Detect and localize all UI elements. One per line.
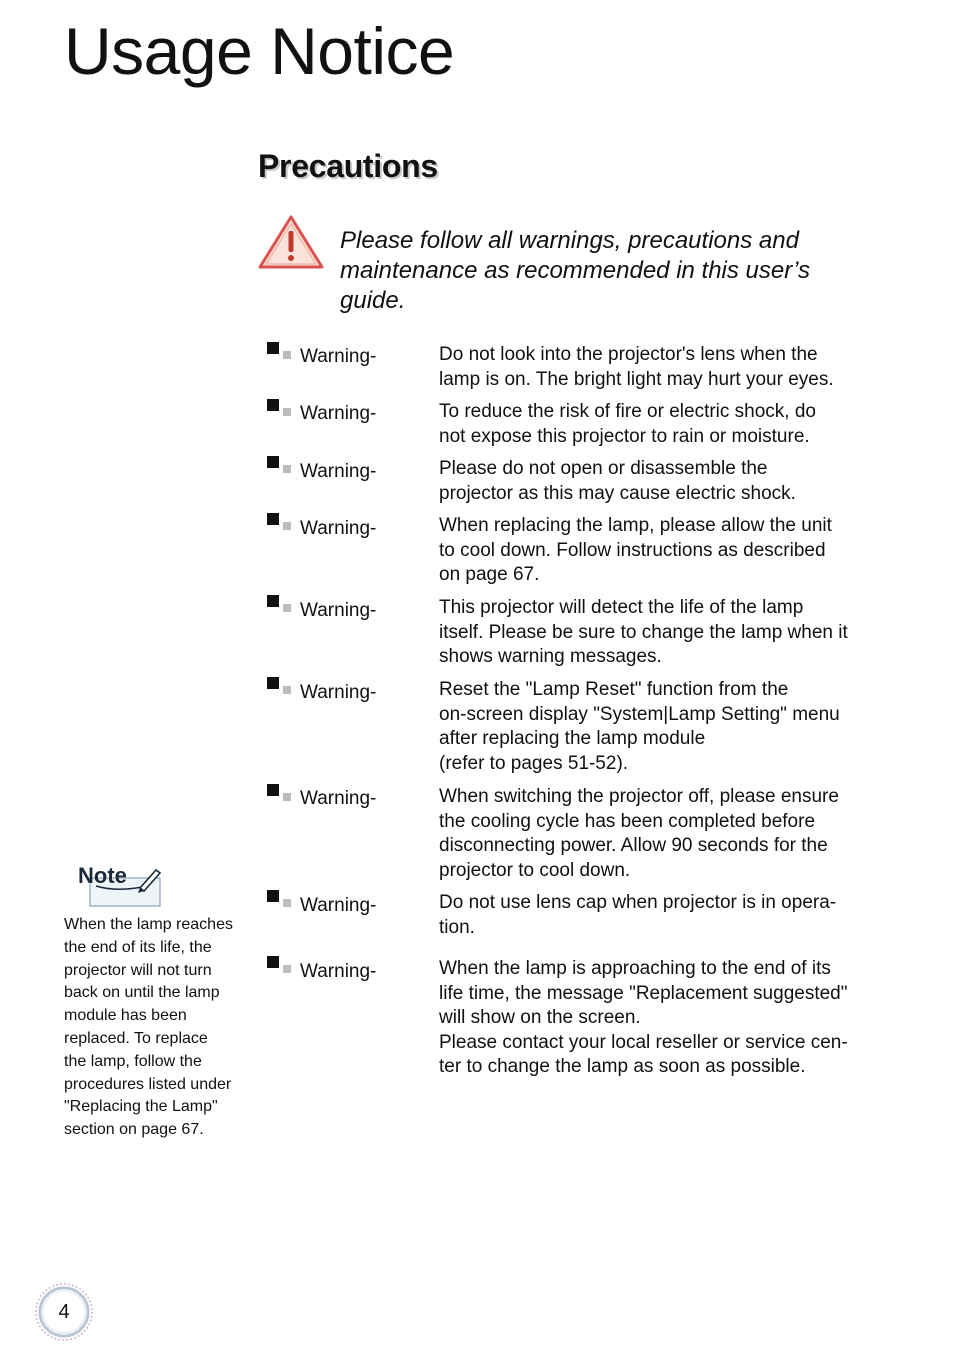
bullet-square-icon xyxy=(283,604,291,612)
warning-label: Warning- xyxy=(300,518,377,539)
bullet-square-icon xyxy=(267,399,279,411)
warning-text: Please do not open or disassemble the projector as this may cause electric shock. xyxy=(439,458,796,504)
bullet-square-icon xyxy=(283,899,291,907)
warning-label: Warning- xyxy=(300,788,377,809)
bullet-square-icon xyxy=(283,351,291,359)
bullet-square-icon xyxy=(283,965,291,973)
page-number: 4 xyxy=(58,1301,70,1323)
bullet-square-icon xyxy=(267,784,279,796)
bullet-square-icon xyxy=(267,956,279,968)
bullet-square-icon xyxy=(283,465,291,473)
bullet-square-icon xyxy=(267,513,279,525)
warning-label: Warning- xyxy=(300,461,377,482)
note-logo-icon xyxy=(76,862,162,908)
warning-label: Warning- xyxy=(300,600,377,621)
warning-text: Reset the "Lamp Reset" function from the on-screen display "System|Lamp Setting" menu after replacing the lamp module (refer to pages 51-52). xyxy=(439,679,840,774)
section-title: Precautions xyxy=(258,148,438,184)
warning-text: When the lamp is approaching to the end of its life time, the message "Replacement suggested" will show on the screen. Please contact your local reseller or service cen- ter to change the lamp as soon as possible. xyxy=(439,958,848,1077)
note-logo-text: Note xyxy=(78,863,127,888)
warning-label: Warning- xyxy=(300,346,377,367)
bullet-square-icon xyxy=(283,408,291,416)
bullet-square-icon xyxy=(267,677,279,689)
note-text: When the lamp reaches the end of its life, the projector will not turn back on until the lamp module has been replaced. To replace the lamp, follow the procedures listed under "Replacing the Lamp" section on page 67. xyxy=(64,916,233,1139)
bullet-square-icon xyxy=(283,522,291,530)
bullet-square-icon xyxy=(267,342,279,354)
warning-text: Do not look into the projector's lens when the lamp is on. The bright light may hurt your eyes. xyxy=(439,344,834,390)
warning-label: Warning- xyxy=(300,895,377,916)
bullet-square-icon xyxy=(283,686,291,694)
warning-label: Warning- xyxy=(300,961,377,982)
bullet-square-icon xyxy=(267,890,279,902)
warning-text: Do not use lens cap when projector is in opera- tion. xyxy=(439,892,837,938)
bullet-square-icon xyxy=(267,456,279,468)
page-title: Usage Notice xyxy=(64,14,455,88)
precautions-intro: Please follow all warnings, precautions and maintenance as recommended in this user’s guide. xyxy=(340,227,811,314)
warning-text: This projector will detect the life of the lamp itself. Please be sure to change the lamp when it shows warning messages. xyxy=(439,597,848,667)
bullet-square-icon xyxy=(267,595,279,607)
warning-label: Warning- xyxy=(300,403,377,424)
warning-text: When switching the projector off, please ensure the cooling cycle has been completed before disconnecting power. Allow 90 seconds for the projector to cool down. xyxy=(439,786,839,881)
warning-triangle-icon xyxy=(257,214,325,270)
bullet-square-icon xyxy=(283,793,291,801)
warning-text: To reduce the risk of fire or electric shock, do not expose this projector to rain or moisture. xyxy=(439,401,816,447)
warning-label: Warning- xyxy=(300,682,377,703)
warning-text: When replacing the lamp, please allow the unit to cool down. Follow instructions as described on page 67. xyxy=(439,515,832,585)
